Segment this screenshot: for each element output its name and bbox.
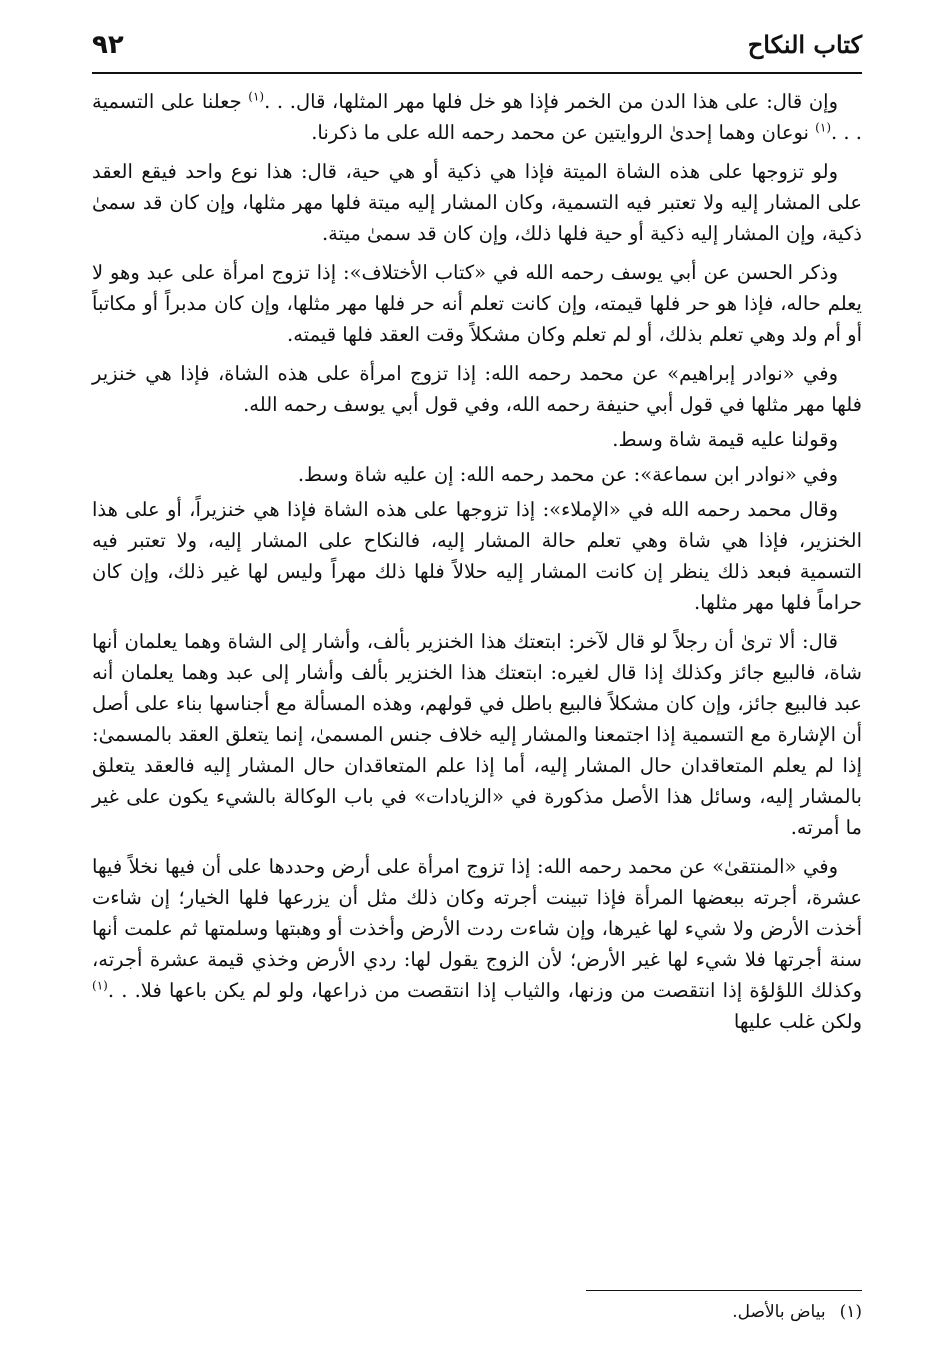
paragraph-5: وقولنا عليه قيمة شاة وسط. bbox=[612, 428, 838, 451]
running-title: كتاب النكاح bbox=[747, 30, 862, 59]
book-page bbox=[92, 28, 862, 1338]
body-text bbox=[92, 86, 862, 1045]
paragraph-3: وذكر الحسن عن أبي يوسف رحمه الله في «كتاب الأختلاف»: إذا تزوج امرأة على عبد وهو لا يعلم حاله، فإذا هو حر فلها قيمته، وإن كانت تعلم أنه حر فلها مهر مثلها، وإن كان مدبراً أو مكاتباً أو أم ولد وهي تعلم بذلك، أو لم تعلم وكان مشكلاً وقت العقد فلها قيمته. bbox=[92, 261, 862, 346]
paragraph-6: وفي «نوادر ابن سماعة»: عن محمد رحمه الله: إن عليه شاة وسط. bbox=[297, 463, 838, 486]
page-header bbox=[92, 28, 862, 74]
paragraph-2: ولو تزوجها على هذه الشاة الميتة فإذا هي ذكية أو هي حية، قال: هذا نوع واحد فيقع العقد على المشار إليه ولا تعتبر فيه التسمية، وكان المشار إليه ميتة فلها مهر مثلها، وإن كان قد سمىٰ ذكية، وإن المشار إليه ذكية أو حية فلها ذلك، وإن كان قد سمىٰ ميتة. bbox=[92, 160, 862, 245]
page-number: ٩٢ bbox=[92, 30, 124, 60]
footnote-marker: (١) bbox=[248, 89, 265, 104]
header-rule bbox=[92, 72, 862, 74]
footnote-text: بياض بالأصل. bbox=[732, 1302, 826, 1322]
paragraph-4: وفي «نوادر إبراهيم» عن محمد رحمه الله: إذا تزوج امرأة على هذه الشاة، فإذا هي خنزير فلها مهر مثلها في قول أبي حنيفة رحمه الله، وفي قول أبي يوسف رحمه الله. bbox=[92, 362, 862, 416]
footnote-rule bbox=[586, 1290, 862, 1291]
footnote-marker: (١) bbox=[815, 120, 831, 135]
footnote-number: (١) bbox=[839, 1302, 862, 1322]
paragraph-1: وإن قال: على هذا الدن من الخمر فإذا هو خل فلها مهر المثلها، قال. . .$^{(١)}$ جعلنا على التسمية . . .$^{(١)}$ نوعان وهما إحدىٰ الروايتين عن محمد رحمه الله على ما ذكرنا. bbox=[92, 89, 862, 144]
paragraph-8: قال: ألا ترىٰ أن رجلاً لو قال لآخر: ابتعتك هذا الخنزير بألف، وأشار إلى الشاة وهما يعلمان أنها شاة، فالبيع جائز وكذلك إذا قال لغيره: ابتعتك هذا الخنزير بألف وأشار إلى عبد وهما يعلمان أنه عبد فالبيع جائز، وإن كان مشكلاً فالبيع باطل في قولهم، وهذه المسألة مع أجناسها بناء على أصل أن الإشارة مع التسمية إذا اجتمعنا والمشار إليه خلاف جنس المسمىٰ، إنما يتعلق العقد بالمسمىٰ: إذا لم يعلم المتعاقدان حال المشار إليه، أما إذا علم المتعاقدان حال المشار إليه فالعقد يتعلق بالمشار إليه، وسائل هذا الأصل مذكورة في «الزيادات» في باب الوكالة بالشيء يكون على غير ما أمرته. bbox=[92, 630, 862, 839]
footnote-marker: (١) bbox=[92, 978, 108, 993]
paragraph-7: وقال محمد رحمه الله في «الإملاء»: إذا تزوجها على هذه الشاة فإذا هي خنزيراً، أو على هذا الخنزير، فإذا هي شاة وهي تعلم حالة المشار إليه، فالنكاح على المشار إليه، ولا تعتبر فيه التسمية فبعد ذلك ينظر إن كانت المشار إليه حلالاً فلها ذلك مهراً وليس لها غير ذلك، وإن كان حراماً فلها مهر مثلها. bbox=[92, 498, 862, 614]
paragraph-9: وفي «المنتقىٰ» عن محمد رحمه الله: إذا تزوج امرأة على أرض وحددها على أن فيها نخلاً فيها عشرة، أجرته ببعضها المرأة فإذا تبينت أجرته وكان ذلك مثل أن يزرعها فلها الخيار؛ إن شاءت أخذت الأرض ولا شيء لها غيرها، وإن شاءت ردت الأرض وأخذت أو وهبتها وسلمتها ثم علمت أنها سنة أجرتها فلا شيء لها غير الأرض؛ لأن الزوج يقول لها: ردي الأرض وخذي قيمة عشرة أجرته، وكذلك اللؤلؤة إذا انتقصت من وزنها، والثياب إذا انتقصت من ذراعها، ولو لم يكن باعها فلا. . .$^{(١)}$ ولكن غلب عليها bbox=[92, 855, 862, 1033]
footnote bbox=[732, 1302, 862, 1322]
